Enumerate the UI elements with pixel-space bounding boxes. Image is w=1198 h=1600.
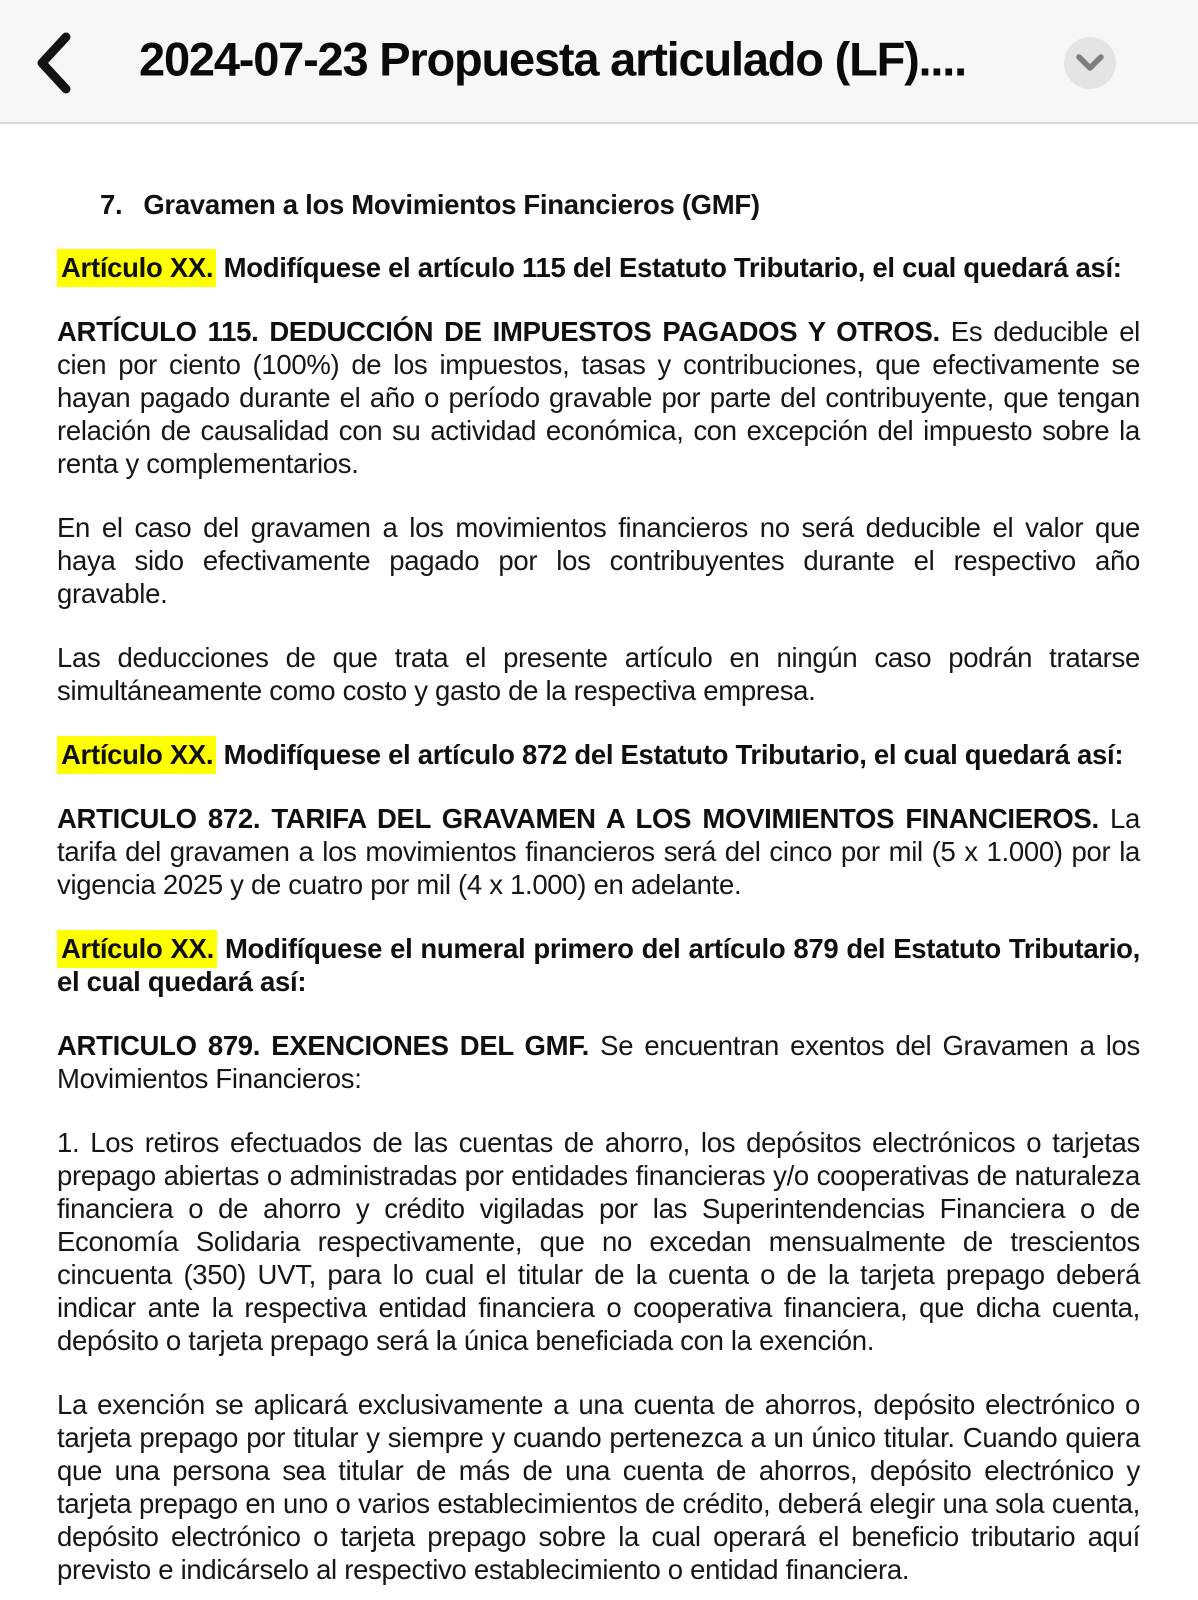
paragraph-bold-lead: Modifíquese el numeral primero del artículo 879 del Estatuto Tributario, el cual quedará así: [57, 933, 1140, 997]
paragraph-bold-lead: Modifíquese el artículo 872 del Estatuto Tributario, el cual quedará así: [216, 739, 1124, 770]
paragraph [57, 802, 1140, 901]
nav-header [0, 0, 1198, 124]
paragraph [57, 932, 1140, 998]
article-highlight: Artículo XX. [57, 249, 216, 287]
title-dropdown-button[interactable] [1064, 37, 1116, 89]
paragraph [57, 1388, 1140, 1586]
section-heading-text: Gravamen a los Movimientos Financieros (GMF) [143, 189, 760, 220]
chevron-left-icon [33, 31, 73, 95]
paragraph [57, 511, 1140, 610]
back-button[interactable] [18, 22, 88, 104]
paragraph [57, 1029, 1140, 1095]
paragraph-text: La tarifa del gravamen a los movimientos financieros será del cinco por mil (5 x 1.000) por la vigencia 2025 y de cuatro por mil (4 x 1.000) en adelante. [57, 803, 1140, 900]
paragraph [57, 1126, 1140, 1357]
article-highlight: Artículo XX. [57, 736, 216, 774]
paragraph-bold-lead: ARTÍCULO 115. DEDUCCIÓN DE IMPUESTOS PAGADOS Y OTROS. [57, 316, 940, 347]
paragraph [57, 738, 1140, 771]
paragraph-text: 1. Los retiros efectuados de las cuentas de ahorro, los depósitos electrónicos o tarjetas prepago abiertas o administradas por entidades financieras y/o cooperativas de naturaleza financiera o de ahorro y crédito vigiladas por las Superintendencias Financiera o de Economía Solidaria respectivamente, que no excedan mensualmente de trescientos cincuenta (350) UVT, para lo cual el titular de la cuenta o de la tarjeta prepago deberá indicar ante la respectiva entidad financiera o cooperativa financiera, que dicha cuenta, depósito o tarjeta prepago será la única beneficiada con la exención. [57, 1127, 1140, 1356]
chevron-down-icon [1075, 53, 1105, 73]
paragraph-text: Es deducible el cien por ciento (100%) de los impuestos, tasas y contribuciones, que efectivamente se hayan pagado durante el año o período gravable por parte del contribuyente, que tengan relación de causalidad con su actividad económica, con excepción del impuesto sobre la renta y complementarios. [57, 316, 1140, 479]
paragraph-bold-lead: ARTICULO 872. TARIFA DEL GRAVAMEN A LOS MOVIMIENTOS FINANCIEROS. [57, 803, 1099, 834]
section-heading [57, 188, 1140, 221]
section-number: 7. [100, 189, 123, 220]
paragraph [57, 641, 1140, 707]
paragraph-bold-lead: Modifíquese el artículo 115 del Estatuto Tributario, el cual quedará así: [216, 252, 1122, 283]
article-highlight: Artículo XX. [57, 930, 217, 968]
paragraph-text: En el caso del gravamen a los movimientos financieros no será deducible el valor que haya sido efectivamente pagado por los contribuyentes durante el respectivo año gravable. [57, 512, 1140, 609]
document-page[interactable] [0, 124, 1198, 1586]
paragraph-text: Se encuentran exentos del Gravamen a los Movimientos Financieros: [57, 1030, 1141, 1094]
document-title: 2024-07-23 Propuesta articulado (LF).... [139, 32, 966, 86]
paragraph [57, 315, 1140, 480]
paragraph [57, 251, 1140, 284]
paragraph-bold-lead: ARTICULO 879. EXENCIONES DEL GMF. [57, 1030, 590, 1061]
paragraph-text: Las deducciones de que trata el presente artículo en ningún caso podrán tratarse simultáneamente como costo y gasto de la respectiva empresa. [57, 642, 1140, 706]
paragraph-text: La exención se aplicará exclusivamente a una cuenta de ahorros, depósito electrónico o tarjeta prepago por titular y siempre y cuando pertenezca a un único titular. Cuando quiera que una persona sea titular de más de una cuenta de ahorros, depósito electrónico y tarjeta prepago en uno o varios establecimientos de crédito, deberá elegir una sola cuenta, depósito electrónico o tarjeta prepago sobre la cual operará el beneficio tributario aquí previsto e indicárselo al respectivo establecimiento o entidad financiera. [57, 1389, 1140, 1585]
